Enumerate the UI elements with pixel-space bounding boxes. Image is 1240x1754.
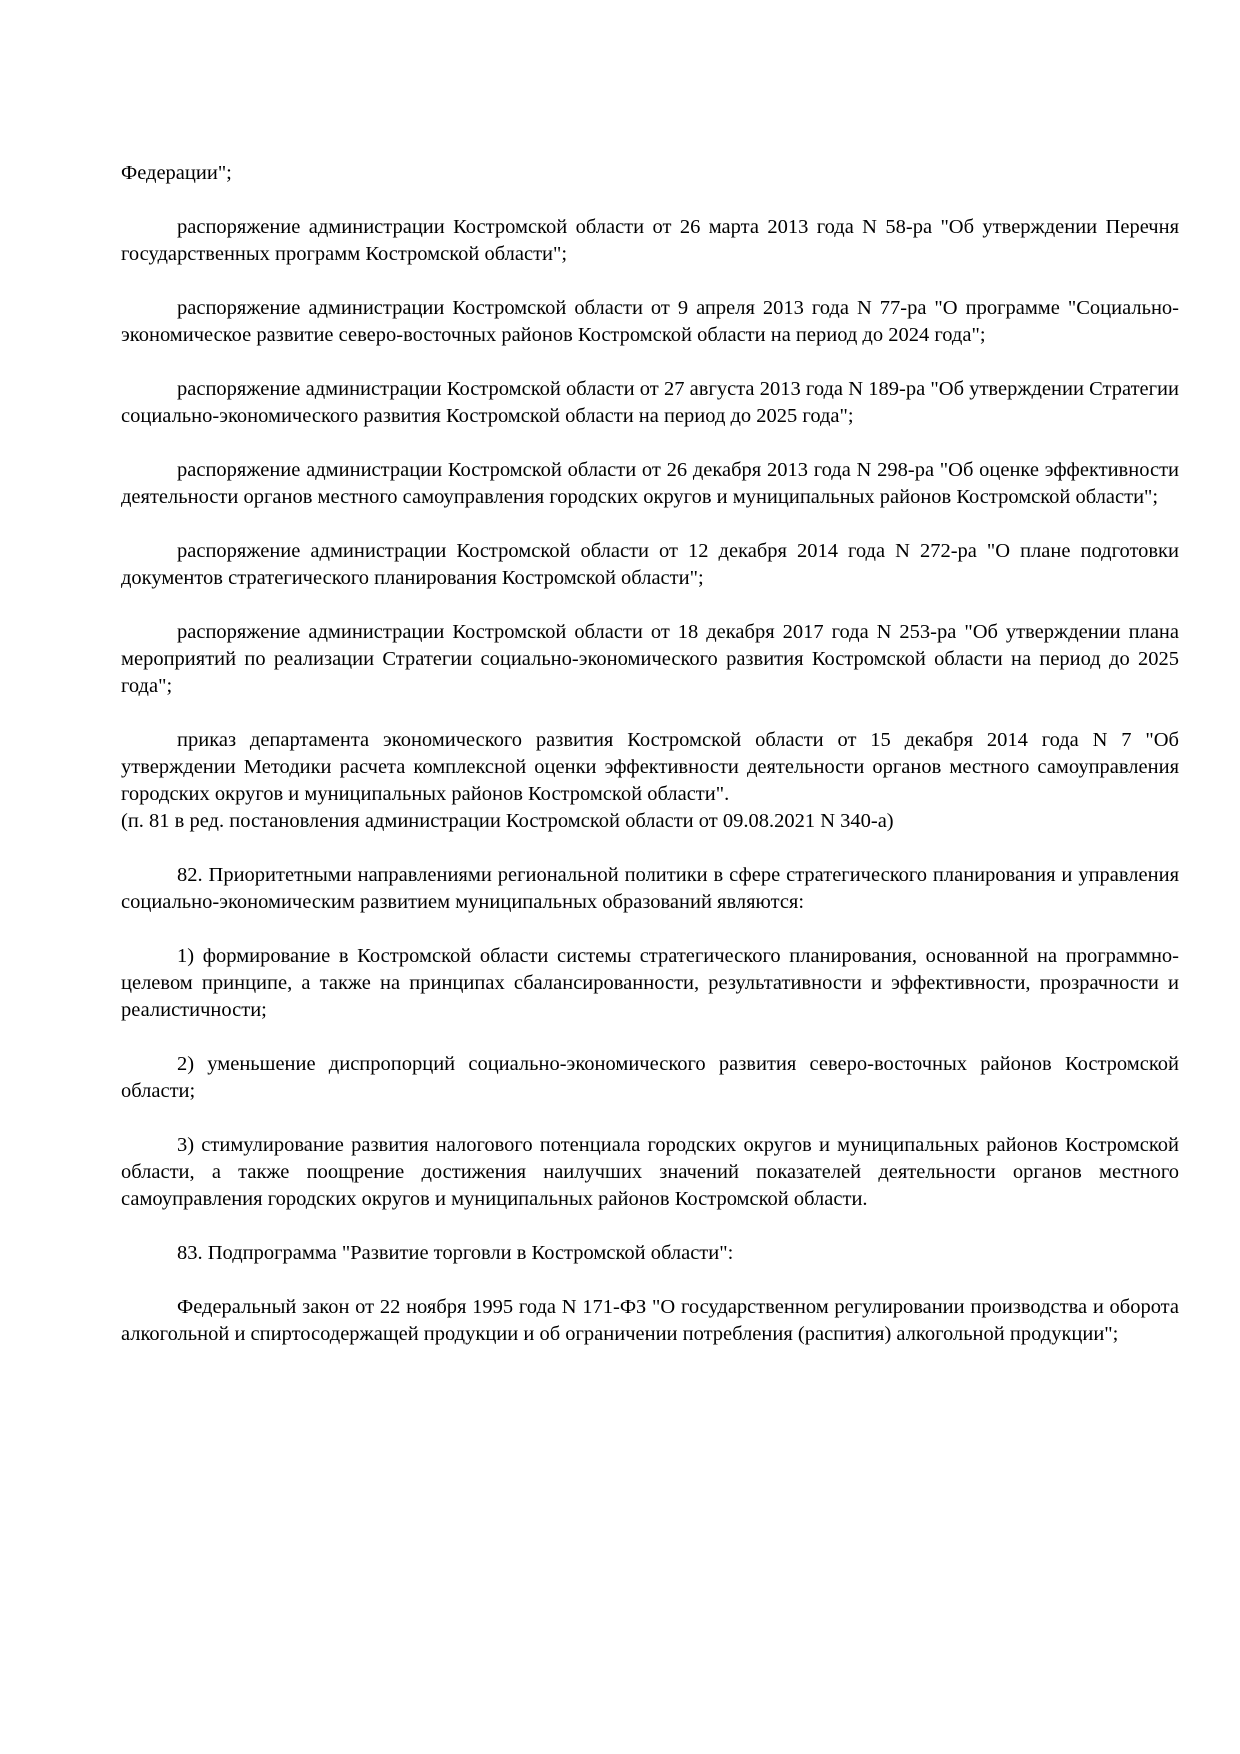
- paragraph-decree-7: приказ департамента экономического развития Костромской области от 15 декабря 2014 года N 7 "Об утверждении Методики расчета комплексной оценки эффективности деятельности органов местного самоуправления городских округов и муниципальных районов Костромской области".: [121, 729, 1179, 805]
- paragraph-order-298ra: распоряжение администрации Костромской области от 26 декабря 2013 года N 298-ра "Об оценке эффективности деятельности органов местного самоуправления городских округов и муниципальных районов Костромской области";: [121, 459, 1179, 508]
- paragraph-order-77ra: распоряжение администрации Костромской области от 9 апреля 2013 года N 77-ра "О программе "Социально-экономическое развитие северо-восточных районов Костромской области на период до 2024 года";: [121, 297, 1179, 346]
- paragraph-order-58ra: распоряжение администрации Костромской области от 26 марта 2013 года N 58-ра "Об утверждении Перечня государственных программ Костромской области";: [121, 216, 1179, 265]
- list-item-1: 1) формирование в Костромской области системы стратегического планирования, основанной на программно-целевом принципе, а также на принципах сбалансированности, результативности и эффективности, прозрачности и реалистичности;: [121, 945, 1179, 1021]
- paragraph-82: 82. Приоритетными направлениями региональной политики в сфере стратегического планирования и управления социально-экономическим развитием муниципальных образований являются:: [121, 864, 1179, 913]
- paragraph-order-253ra: распоряжение администрации Костромской области от 18 декабря 2017 года N 253-ра "Об утверждении плана мероприятий по реализации Стратегии социально-экономического развития Костромской области на период до 2025 года";: [121, 621, 1179, 697]
- paragraph-continuation: Федерации";: [121, 162, 232, 184]
- paragraph-83: 83. Подпрограмма "Развитие торговли в Костромской области":: [177, 1242, 734, 1264]
- paragraph-order-272ra: распоряжение администрации Костромской области от 12 декабря 2014 года N 272-ра "О плане подготовки документов стратегического планирования Костромской области";: [121, 540, 1179, 589]
- list-item-3: 3) стимулирование развития налогового потенциала городских округов и муниципальных районов Костромской области, а также поощрение достижения наилучших значений показателей деятельности органов местного самоуправления городских округов и муниципальных районов Костромской области.: [121, 1134, 1179, 1210]
- amendment-note: (п. 81 в ред. постановления администрации Костромской области от 09.08.2021 N 340-а): [121, 810, 894, 832]
- document-page: [121, 160, 1179, 1375]
- list-item-2: 2) уменьшение диспропорций социально-экономического развития северо-восточных районов Костромской области;: [121, 1053, 1179, 1102]
- paragraph-federal-law-171: Федеральный закон от 22 ноября 1995 года N 171-ФЗ "О государственном регулировании производства и оборота алкогольной и спиртосодержащей продукции и об ограничении потребления (распития) алкогольной продукции";: [121, 1296, 1179, 1345]
- paragraph-order-189ra: распоряжение администрации Костромской области от 27 августа 2013 года N 189-ра "Об утверждении Стратегии социально-экономического развития Костромской области на период до 2025 года";: [121, 378, 1179, 427]
